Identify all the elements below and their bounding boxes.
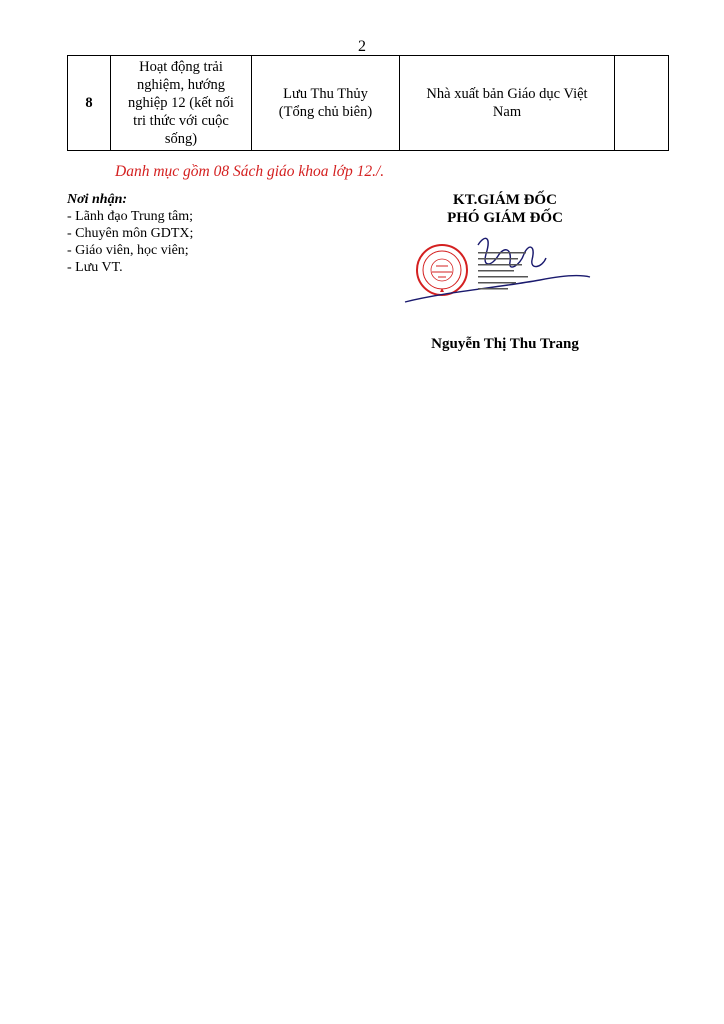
summary-line: Danh mục gồm 08 Sách giáo khoa lớp 12./. [115,163,385,180]
book-name-line: tri thức với cuộc [133,113,229,129]
recipient-item: - Lãnh đạo Trung tâm; [67,209,193,224]
official-stamp-icon [417,245,467,295]
recipients-block [67,191,193,276]
signature-area [400,230,610,315]
recipients-title: Nơi nhận: [67,192,128,207]
recipient-item: - Giáo viên, học viên; [67,243,189,258]
signature-title-block [400,191,610,227]
book-name-line: sống) [164,131,198,147]
signature-title-line1: KT.GIÁM ĐỐC [453,192,557,208]
textbook-table [67,55,669,151]
author-line: Lưu Thu Thủy [283,86,368,102]
author-cell [252,56,400,151]
note-cell [615,56,669,151]
book-name-line: Hoạt động trải [139,59,223,75]
author-line: (Tổng chủ biên) [278,104,373,120]
book-name-line: nghiệp 12 (kết nối [128,95,234,111]
book-name-line: nghiệm, hướng [136,77,226,93]
recipient-item: - Chuyên môn GDTX; [67,226,194,241]
publisher-cell [400,56,615,151]
stamp-and-signature [400,230,610,315]
row-number: 8 [68,56,111,151]
table-row [68,56,669,151]
page-number: 2 [358,38,366,55]
publisher-line: Nhà xuất bản Giáo dục Việt [426,86,588,102]
signer-name: Nguyễn Thị Thu Trang [431,336,579,352]
publisher-line: Nam [492,104,522,120]
recipient-item: - Lưu VT. [67,260,123,275]
book-name-cell [111,56,252,151]
signature-title-line2: PHÓ GIÁM ĐỐC [447,210,563,226]
